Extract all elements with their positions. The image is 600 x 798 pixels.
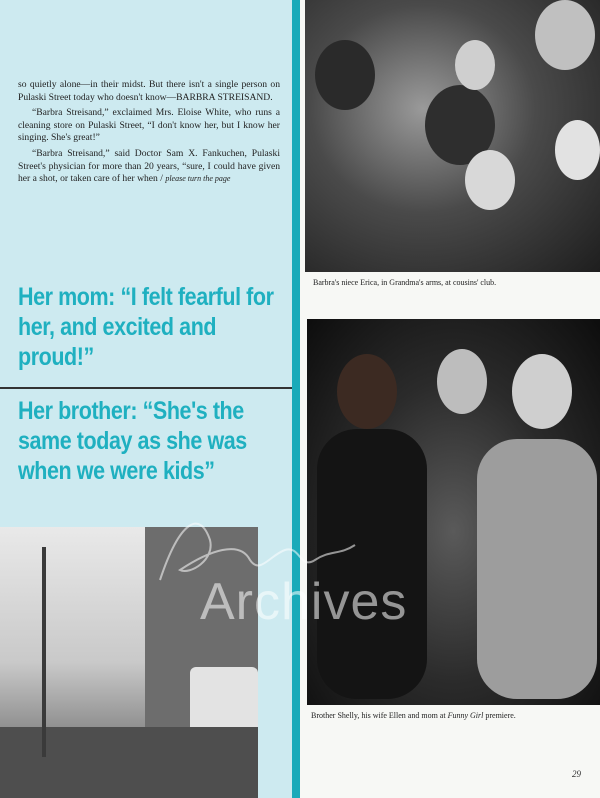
family-photo: [305, 0, 600, 272]
column-gutter-bar: [292, 0, 300, 798]
premiere-caption-film: Funny Girl: [447, 711, 484, 720]
archives-watermark: Archives: [200, 573, 408, 631]
article-body: [18, 79, 280, 189]
page-number: 29: [572, 769, 581, 779]
headline-divider: [0, 387, 292, 389]
brother-headline: Her brother: “She's the same today as she was when we were kids”: [18, 397, 247, 485]
premiere-caption-post: premiere.: [483, 711, 516, 720]
family-photo-caption: Barbra's niece Erica, in Grandma's arms, at cousins' club.: [313, 278, 497, 287]
article-paragraph-text: “Barbra Streisand,” said Doctor Sam X. Fankuchen, Pulaski Street's physician for more than 20 years, “sure, I could have given her a shot, or taken care of her when /: [18, 147, 280, 185]
mom-headline: Her mom: “I felt fearful for her, and excited and proud!”: [18, 283, 274, 371]
premiere-caption-pre: Brother Shelly, his wife Ellen and mom at: [311, 711, 448, 720]
article-paragraph-last: [18, 148, 280, 186]
premiere-photo-caption: [311, 711, 516, 720]
article-paragraph: “Barbra Streisand,” exclaimed Mrs. Eloise White, who runs a cleaning store on Pulaski Street, “I don't know her, but I know her singing. She's great!”: [18, 107, 280, 144]
article-paragraph: so quietly alone—in their midst. But there isn't a single person on Pulaski Street today who doesn't know—BARBRA STREISAND.: [18, 79, 280, 103]
continued-link[interactable]: please turn the page: [165, 174, 231, 184]
